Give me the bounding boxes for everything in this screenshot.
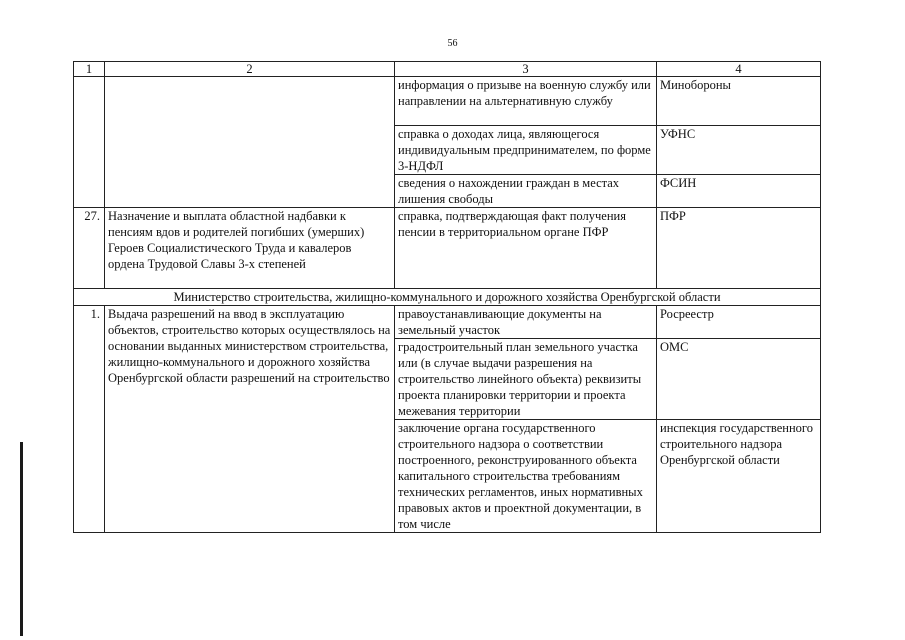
row-number-cell: 27. (74, 208, 105, 289)
header-col-4: 4 (657, 62, 821, 77)
document-cell: заключение органа государственного строительного надзора о соответствии построенного, реконструированного объекта капитального строительства требованиям технических регламентов, иных нормативных правовых актов и проектной документации, в том числе (395, 420, 657, 533)
row-number-cell (74, 77, 105, 208)
services-table (73, 61, 821, 533)
scan-edge-mark (20, 442, 23, 636)
document-cell: сведения о нахождении граждан в местах лишения свободы (395, 175, 657, 208)
table-header-row (74, 62, 821, 77)
table-row (74, 306, 821, 339)
table-row (74, 208, 821, 289)
document-cell: правоустанавливающие документы на земельный участок (395, 306, 657, 339)
document-cell: информация о призыве на военную службу или направлении на альтернативную службу (395, 77, 657, 126)
header-col-1: 1 (74, 62, 105, 77)
service-cell: Выдача разрешений на ввод в эксплуатацию объектов, строительство которых осуществлялось на основании выданных министерством строительства, жилищно-коммунального и дорожного хозяйства Оренбургской области разрешений на строительство (105, 306, 395, 533)
source-cell: УФНС (657, 126, 821, 175)
document-cell: справка, подтверждающая факт получения пенсии в территориальном органе ПФР (395, 208, 657, 289)
page-number: 56 (447, 38, 458, 49)
source-cell: ОМС (657, 339, 821, 420)
section-title: Министерство строительства, жилищно-коммунального и дорожного хозяйства Оренбургской области (74, 289, 821, 306)
service-cell: Назначение и выплата областной надбавки к пенсиям вдов и родителей погибших (умерших) Героев Социалистического Труда и кавалеров ордена Трудовой Славы 3-х степеней (105, 208, 395, 289)
header-col-2: 2 (105, 62, 395, 77)
source-cell: инспекция государственного строительного надзора Оренбургской области (657, 420, 821, 533)
source-cell: ФСИН (657, 175, 821, 208)
row-number-cell: 1. (74, 306, 105, 533)
section-row (74, 289, 821, 306)
source-cell: Минобороны (657, 77, 821, 126)
source-cell: Росреестр (657, 306, 821, 339)
table-row (74, 77, 821, 126)
service-cell (105, 77, 395, 208)
document-cell: градостроительный план земельного участка или (в случае выдачи разрешения на строительство линейного объекта) реквизиты проекта планировки территории и проекта межевания территории (395, 339, 657, 420)
header-col-3: 3 (395, 62, 657, 77)
source-cell: ПФР (657, 208, 821, 289)
document-cell: справка о доходах лица, являющегося индивидуальным предпринимателем, по форме 3-НДФЛ (395, 126, 657, 175)
